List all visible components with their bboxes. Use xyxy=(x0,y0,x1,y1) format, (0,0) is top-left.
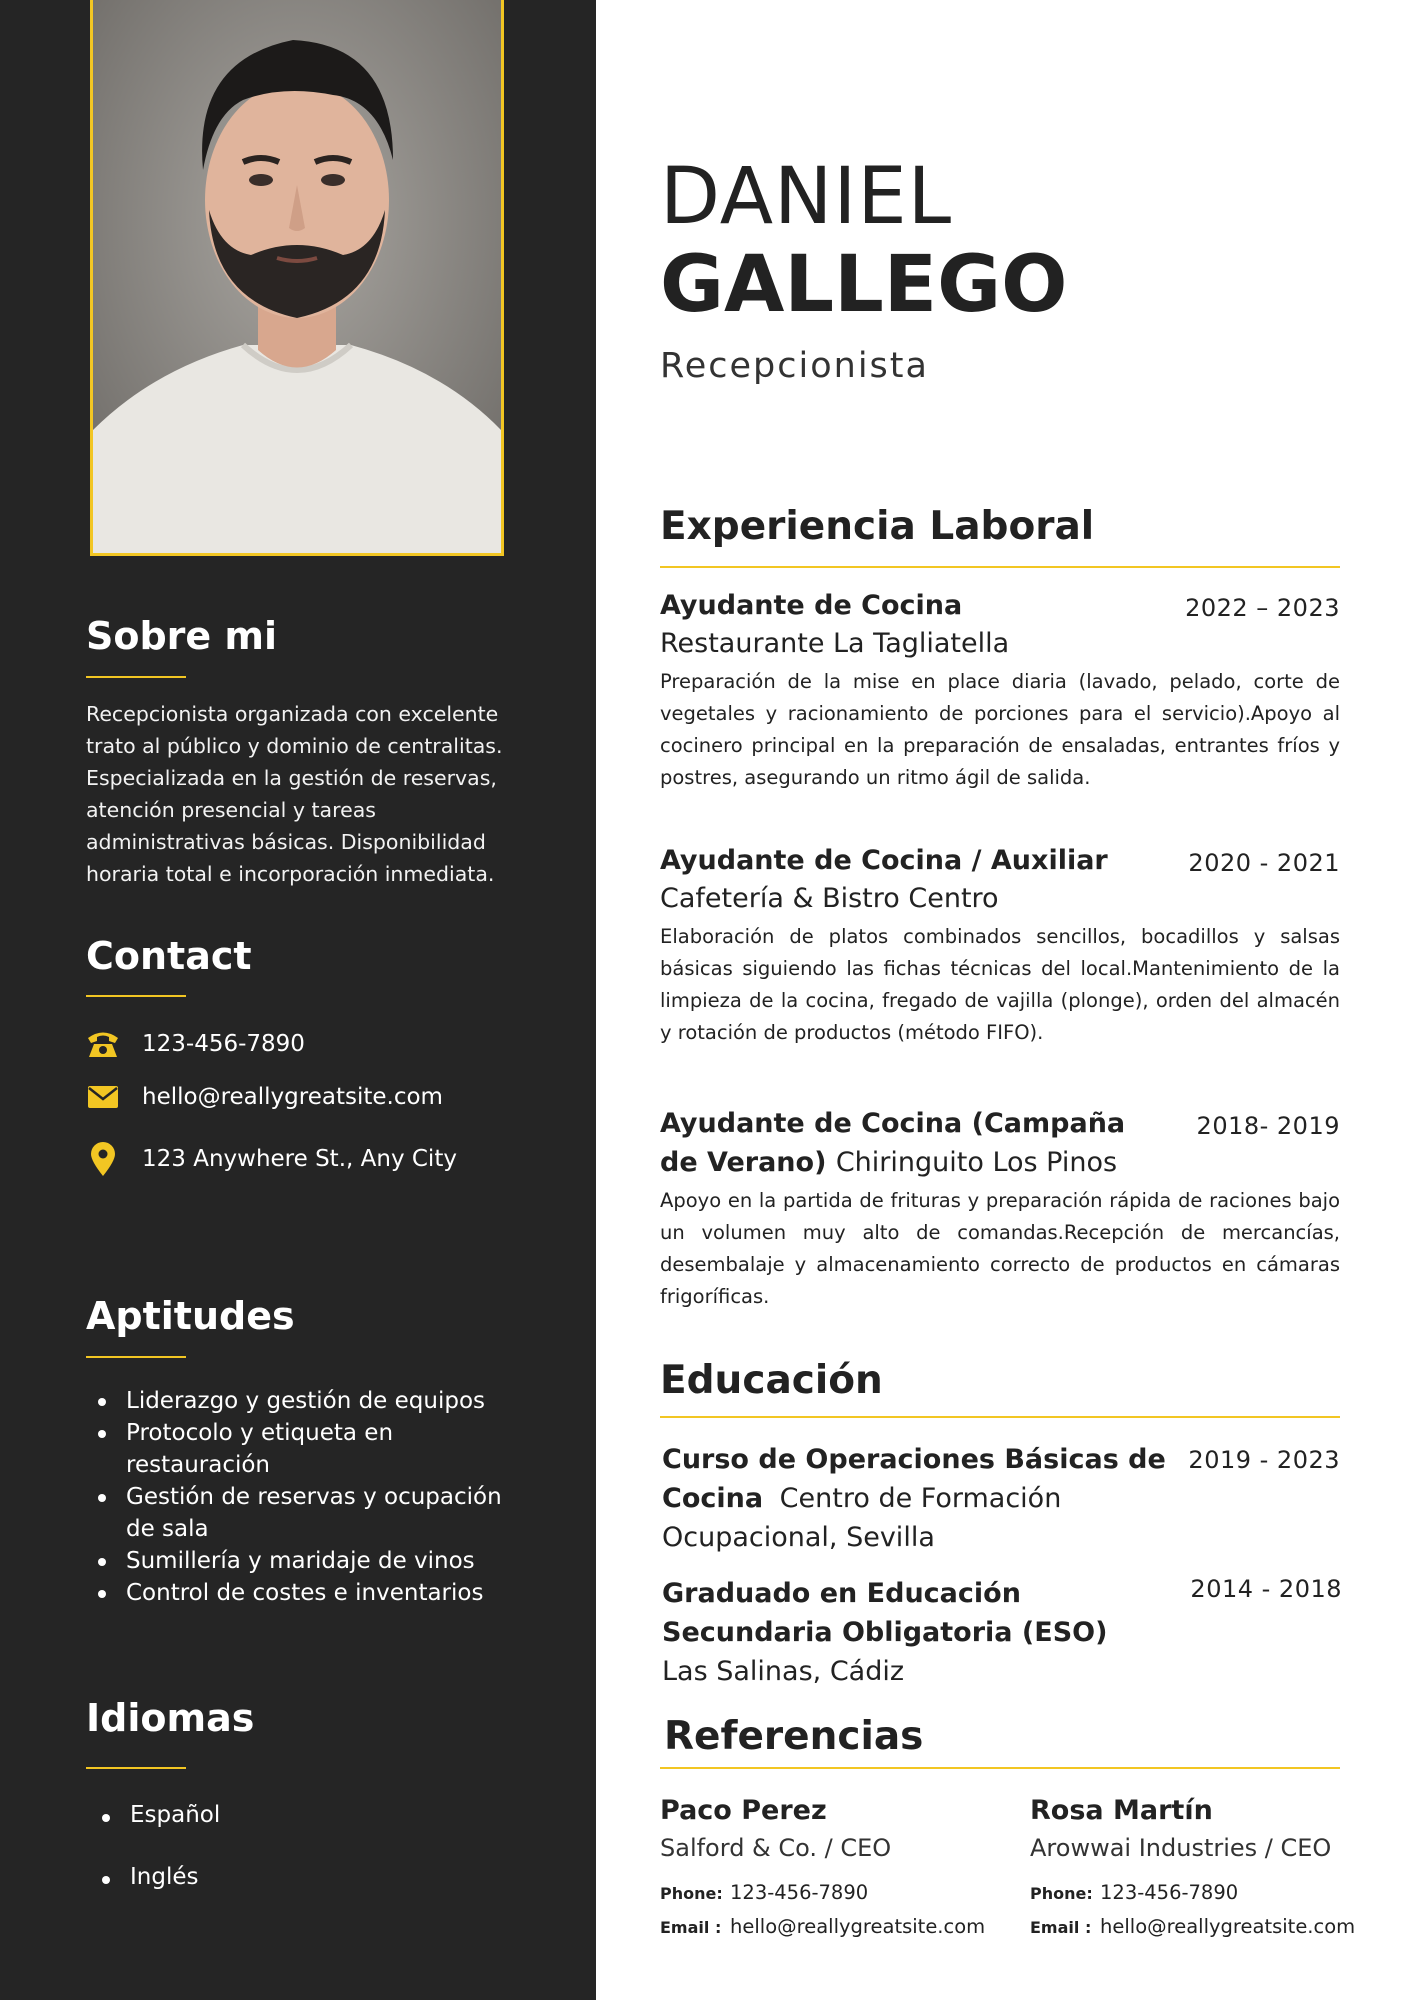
education-degree-line2: Cocina xyxy=(662,1483,764,1514)
skill-item: Control de costes e inventarios xyxy=(86,1577,526,1609)
phone-label: Phone: xyxy=(1030,1884,1093,1903)
experience-heading-rule xyxy=(660,566,1340,568)
education-years: 2019 - 2023 xyxy=(1188,1446,1340,1474)
mail-icon xyxy=(86,1080,120,1114)
education-school: Centro de Formación xyxy=(779,1483,1062,1514)
job-years: 2020 - 2021 xyxy=(1188,849,1340,877)
languages-heading-rule xyxy=(86,1767,186,1769)
job-role: Ayudante de Cocina / Auxiliar xyxy=(660,845,1108,876)
reference-phone xyxy=(1030,1881,1238,1904)
reference-email-value[interactable]: hello@reallygreatsite.com xyxy=(730,1915,986,1938)
first-name: DANIEL xyxy=(660,152,953,242)
phone-icon xyxy=(86,1027,120,1061)
contact-address-text: 123 Anywhere St., Any City xyxy=(142,1146,457,1172)
skill-item: Protocolo y etiqueta en restauración xyxy=(86,1417,526,1481)
contact-email xyxy=(86,1079,443,1115)
job-description: Apoyo en la partida de frituras y preparación rápida de raciones bajo un volumen muy alto de comandas.Recepción de mercancías, desembalaje y almacenamiento correcto de productos en cámaras frigoríficas. xyxy=(660,1189,1340,1308)
reference-email xyxy=(660,1915,985,1938)
job-description: Preparación de la mise en place diaria (lavado, pelado, corte de vegetales y racionamiento de porciones para el servicio).Apoyo al cocinero principal en la preparación de ensaladas, entrantes fríos y postres, asegurando un ritmo ágil de salida. xyxy=(660,670,1340,789)
reference-phone-value: 123-456-7890 xyxy=(730,1881,869,1904)
contact-heading: Contact xyxy=(86,934,252,978)
language-item: Español xyxy=(100,1802,220,1828)
skill-item: Liderazgo y gestión de equipos xyxy=(86,1385,526,1417)
education-item xyxy=(662,1574,1202,1691)
reference-phone xyxy=(660,1881,868,1904)
contact-phone-text: 123-456-7890 xyxy=(142,1031,305,1057)
job-years: 2018- 2019 xyxy=(1196,1112,1340,1140)
reference-org: Salford & Co. / CEO xyxy=(660,1834,892,1862)
job-role: Ayudante de Cocina (Campaña xyxy=(660,1108,1126,1139)
reference-email-value[interactable]: hello@reallygreatsite.com xyxy=(1100,1915,1356,1938)
references-heading-rule xyxy=(660,1767,1340,1769)
job-role-continued xyxy=(660,1147,1117,1178)
skill-item: Sumillería y maridaje de vinos xyxy=(86,1545,526,1577)
references-heading: Referencias xyxy=(664,1714,924,1759)
job-title: Recepcionista xyxy=(660,346,929,386)
sidebar xyxy=(0,0,596,2000)
phone-label: Phone: xyxy=(660,1884,723,1903)
contact-address xyxy=(86,1141,457,1177)
skill-item: Gestión de reservas y ocupación de sala xyxy=(86,1481,526,1545)
education-heading-rule xyxy=(660,1416,1340,1418)
education-school: Las Salinas, Cádiz xyxy=(662,1656,905,1687)
education-degree: Graduado en Educación xyxy=(662,1578,1021,1609)
contact-email-text[interactable]: hello@reallygreatsite.com xyxy=(142,1084,443,1110)
location-pin-icon xyxy=(86,1142,120,1176)
portrait-image xyxy=(93,0,501,553)
reference-email xyxy=(1030,1915,1355,1938)
reference-phone-value: 123-456-7890 xyxy=(1100,1881,1239,1904)
education-degree-line2: Secundaria Obligatoria (ESO) xyxy=(662,1617,1108,1648)
education-heading: Educación xyxy=(660,1358,883,1403)
contact-heading-rule xyxy=(86,995,186,997)
skills-heading: Aptitudes xyxy=(86,1294,295,1338)
reference-org: Arowwai Industries / CEO xyxy=(1030,1834,1332,1862)
job-company: Chiringuito Los Pinos xyxy=(835,1147,1118,1178)
reference-name: Paco Perez xyxy=(660,1795,827,1826)
job-years: 2022 – 2023 xyxy=(1185,594,1340,622)
job-description: Elaboración de platos combinados sencillos, bocadillos y salsas básicas siguiendo las fichas técnicas del local.Mantenimiento de la limpieza de la cocina, fregado de vajilla (plonge), orden del almacén y rotación de productos (método FIFO). xyxy=(660,925,1340,1044)
education-item xyxy=(662,1440,1202,1557)
profile-photo xyxy=(90,0,504,556)
reference-name: Rosa Martín xyxy=(1030,1795,1213,1826)
about-text: Recepcionista organizada con excelente trato al público y dominio de centralitas. Especializada en la gestión de reservas, atención presencial y tareas administrativas básicas. Disponibilidad horaria total e incorporación inmediata. xyxy=(86,702,503,886)
job-company: Restaurante La Tagliatella xyxy=(660,628,1010,659)
job-company: Cafetería & Bistro Centro xyxy=(660,883,999,914)
education-years: 2014 - 2018 xyxy=(1190,1575,1342,1603)
languages-heading: Idiomas xyxy=(86,1696,255,1740)
language-item: Inglés xyxy=(100,1864,198,1890)
about-heading-rule xyxy=(86,676,186,678)
job-role-line2: de Verano) xyxy=(660,1147,827,1178)
skills-list xyxy=(86,1385,526,1609)
last-name: GALLEGO xyxy=(660,240,1068,330)
skills-heading-rule xyxy=(86,1356,186,1358)
job-role: Ayudante de Cocina xyxy=(660,590,963,621)
education-degree: Curso de Operaciones Básicas de xyxy=(662,1444,1166,1475)
contact-phone xyxy=(86,1026,305,1062)
education-school-line2: Ocupacional, Sevilla xyxy=(662,1522,935,1553)
email-label: Email : xyxy=(660,1918,722,1937)
email-label: Email : xyxy=(1030,1918,1092,1937)
experience-heading: Experiencia Laboral xyxy=(660,504,1095,549)
about-heading: Sobre mi xyxy=(86,614,278,658)
